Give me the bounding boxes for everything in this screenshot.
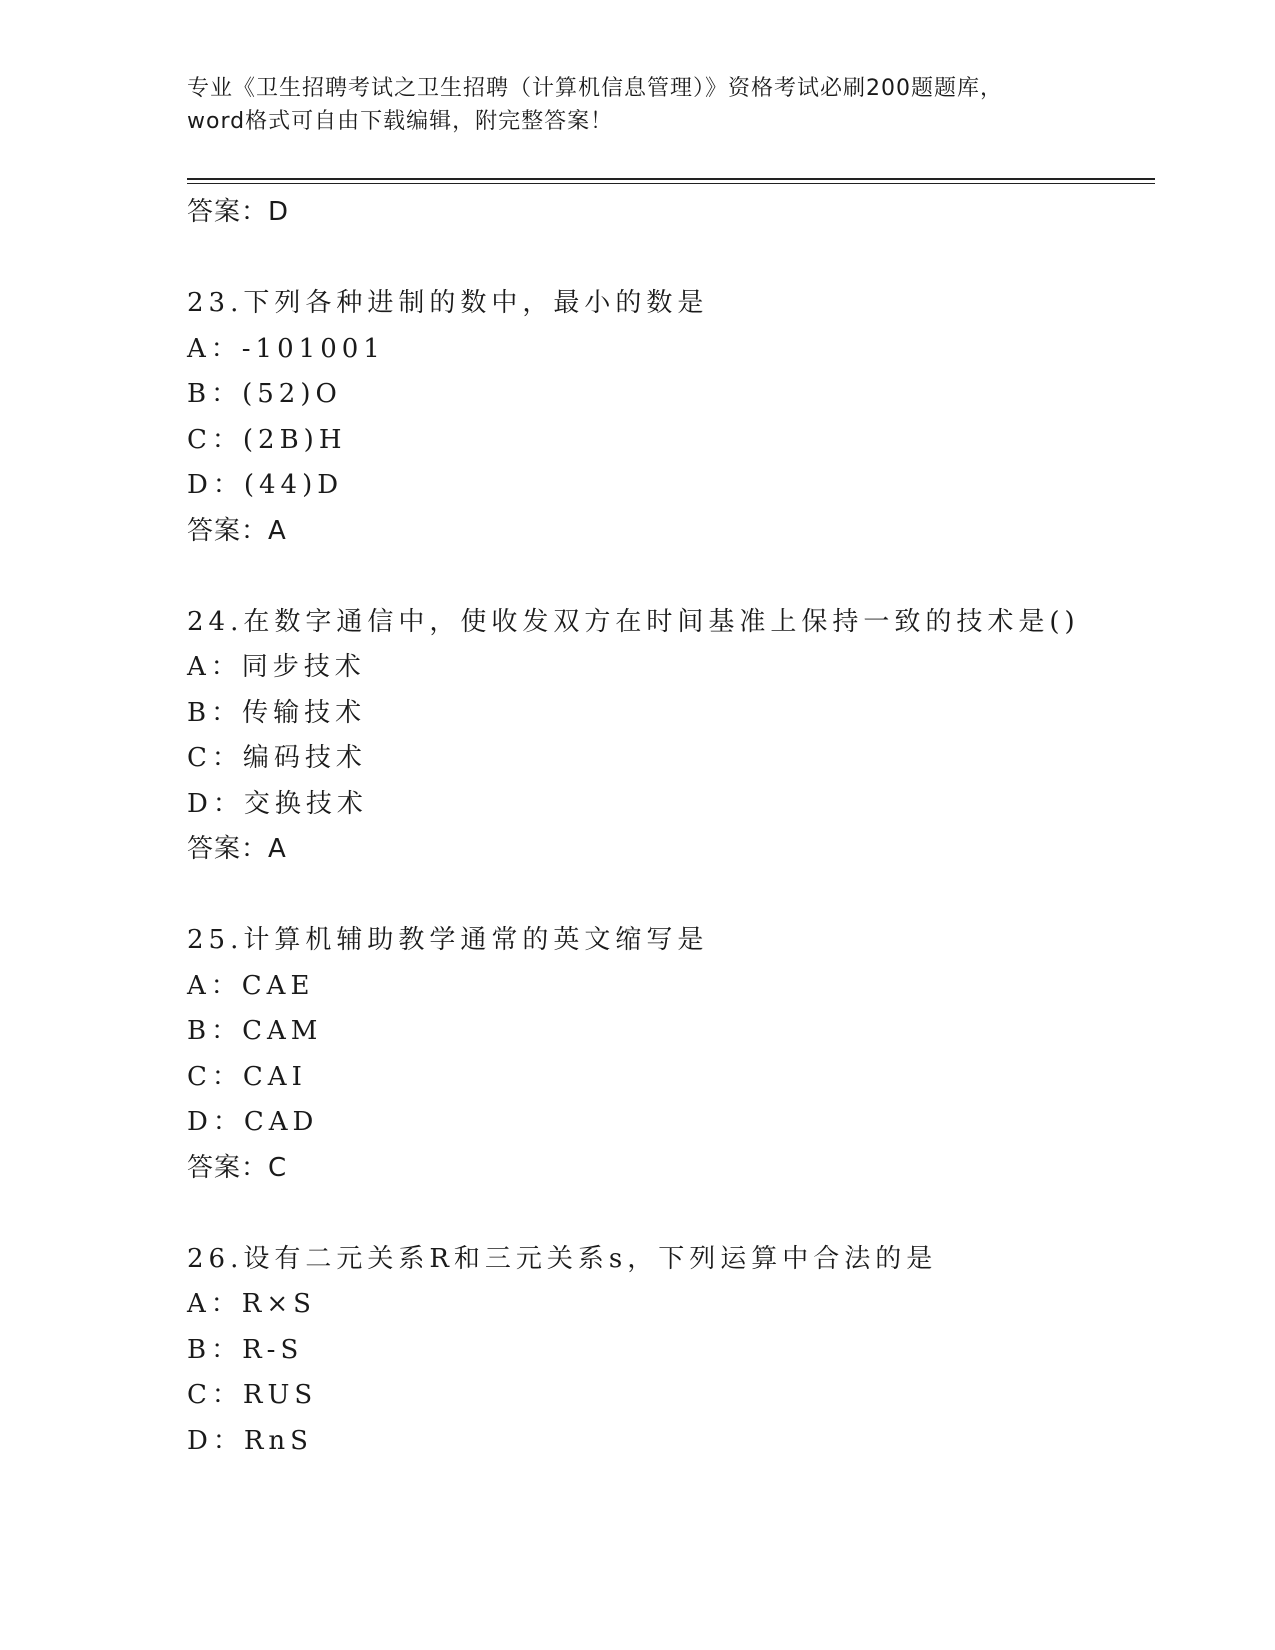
question-title: 26.设有二元关系R和三元关系s，下列运算中合法的是 bbox=[187, 1243, 938, 1274]
option-c: C：RUS bbox=[187, 1380, 318, 1410]
option-b: B：CAM bbox=[187, 1016, 323, 1046]
option-a: A：R×S bbox=[187, 1289, 316, 1319]
option-a: A：同步技术 bbox=[187, 652, 366, 682]
option-b: B：R-S bbox=[187, 1334, 304, 1365]
answer-line: 答案：A bbox=[187, 834, 287, 864]
option-b: B：传输技术 bbox=[187, 697, 367, 728]
question-23 bbox=[187, 281, 1155, 554]
answer-line: 答案：A bbox=[187, 515, 287, 546]
option-b: B：(52)O bbox=[187, 379, 342, 409]
question-title: 25.计算机辅助教学通常的英文缩写是 bbox=[187, 925, 709, 955]
question-title: 23.下列各种进制的数中，最小的数是 bbox=[187, 288, 709, 318]
option-a: A：-101001 bbox=[187, 333, 385, 364]
option-c: C：CAI bbox=[187, 1061, 307, 1092]
question-title: 24.在数字通信中，使收发双方在时间基准上保持一致的技术是() bbox=[187, 606, 1080, 637]
header-divider-thin bbox=[187, 183, 1155, 184]
question-26 bbox=[187, 1237, 1155, 1465]
document-header bbox=[187, 72, 1087, 138]
question-24 bbox=[187, 600, 1155, 873]
option-d: D：RnS bbox=[187, 1425, 313, 1456]
option-a: A：CAE bbox=[187, 970, 315, 1001]
header-line-2: word格式可自由下载编辑，附完整答案！ bbox=[187, 109, 614, 134]
option-d: D：交换技术 bbox=[187, 788, 368, 819]
header-line-1: 专业《卫生招聘考试之卫生招聘（计算机信息管理）》资格考试必刷200题题库， bbox=[187, 76, 1003, 101]
answer-line: 答案：C bbox=[187, 1152, 288, 1183]
question-25 bbox=[187, 918, 1155, 1191]
answer-line: 答案：D bbox=[187, 197, 290, 227]
option-c: C：编码技术 bbox=[187, 743, 367, 773]
question-list bbox=[187, 190, 1155, 1464]
header-divider-thick bbox=[187, 178, 1155, 180]
option-d: D：(44)D bbox=[187, 470, 344, 500]
option-c: C：(2B)H bbox=[187, 424, 347, 455]
option-d: D：CAD bbox=[187, 1107, 319, 1137]
